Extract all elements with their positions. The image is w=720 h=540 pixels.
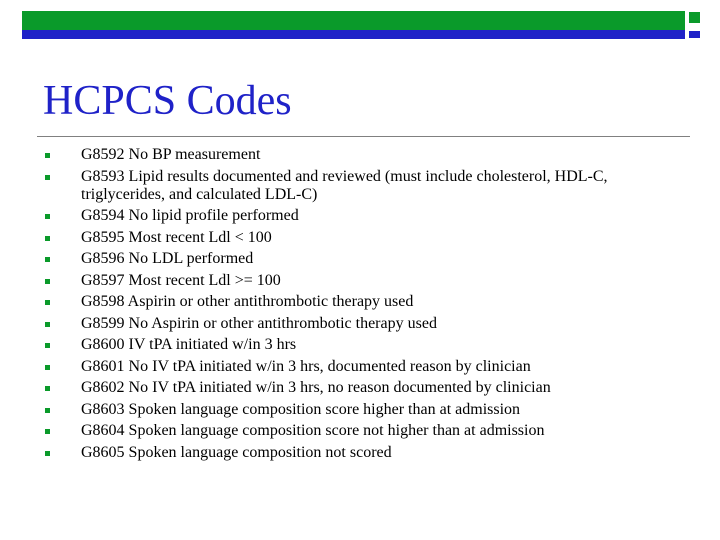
list-item: G8600 IV tPA initiated w/in 3 hrs (45, 336, 685, 354)
square-bullet-icon (45, 365, 50, 370)
square-bullet-icon (45, 175, 50, 180)
square-bullet-icon (45, 429, 50, 434)
square-bullet-icon (45, 343, 50, 348)
slide-title: HCPCS Codes (43, 78, 292, 124)
square-bullet-icon (45, 300, 50, 305)
list-item: G8602 No IV tPA initiated w/in 3 hrs, no reason documented by clinician (45, 379, 685, 397)
list-item: G8594 No lipid profile performed (45, 207, 685, 225)
list-item: G8597 Most recent Ldl >= 100 (45, 272, 685, 290)
list-item: G8604 Spoken language composition score not higher than at admission (45, 422, 685, 440)
corner-square-blue (688, 30, 701, 39)
square-bullet-icon (45, 451, 50, 456)
list-item: G8603 Spoken language composition score higher than at admission (45, 401, 685, 419)
list-item: G8605 Spoken language composition not scored (45, 444, 685, 462)
square-bullet-icon (45, 408, 50, 413)
square-bullet-icon (45, 214, 50, 219)
list-item: G8592 No BP measurement (45, 146, 685, 164)
square-bullet-icon (45, 279, 50, 284)
list-item: G8596 No LDL performed (45, 250, 685, 268)
title-divider (37, 136, 690, 137)
square-bullet-icon (45, 236, 50, 241)
header-band-blue (22, 30, 685, 39)
list-item: G8599 No Aspirin or other antithrombotic therapy used (45, 315, 685, 333)
square-bullet-icon (45, 153, 50, 158)
square-bullet-icon (45, 257, 50, 262)
list-item: G8593 Lipid results documented and reviewed (must include cholesterol, HDL-C, triglycerides, and calculated LDL-C) (45, 168, 685, 204)
square-bullet-icon (45, 386, 50, 391)
square-bullet-icon (45, 322, 50, 327)
list-item: G8595 Most recent Ldl < 100 (45, 229, 685, 247)
corner-square-green (688, 11, 701, 24)
list-item: G8601 No IV tPA initiated w/in 3 hrs, documented reason by clinician (45, 358, 685, 376)
list-item: G8598 Aspirin or other antithrombotic therapy used (45, 293, 685, 311)
header-band-green (22, 11, 685, 30)
bullet-list (45, 146, 685, 465)
